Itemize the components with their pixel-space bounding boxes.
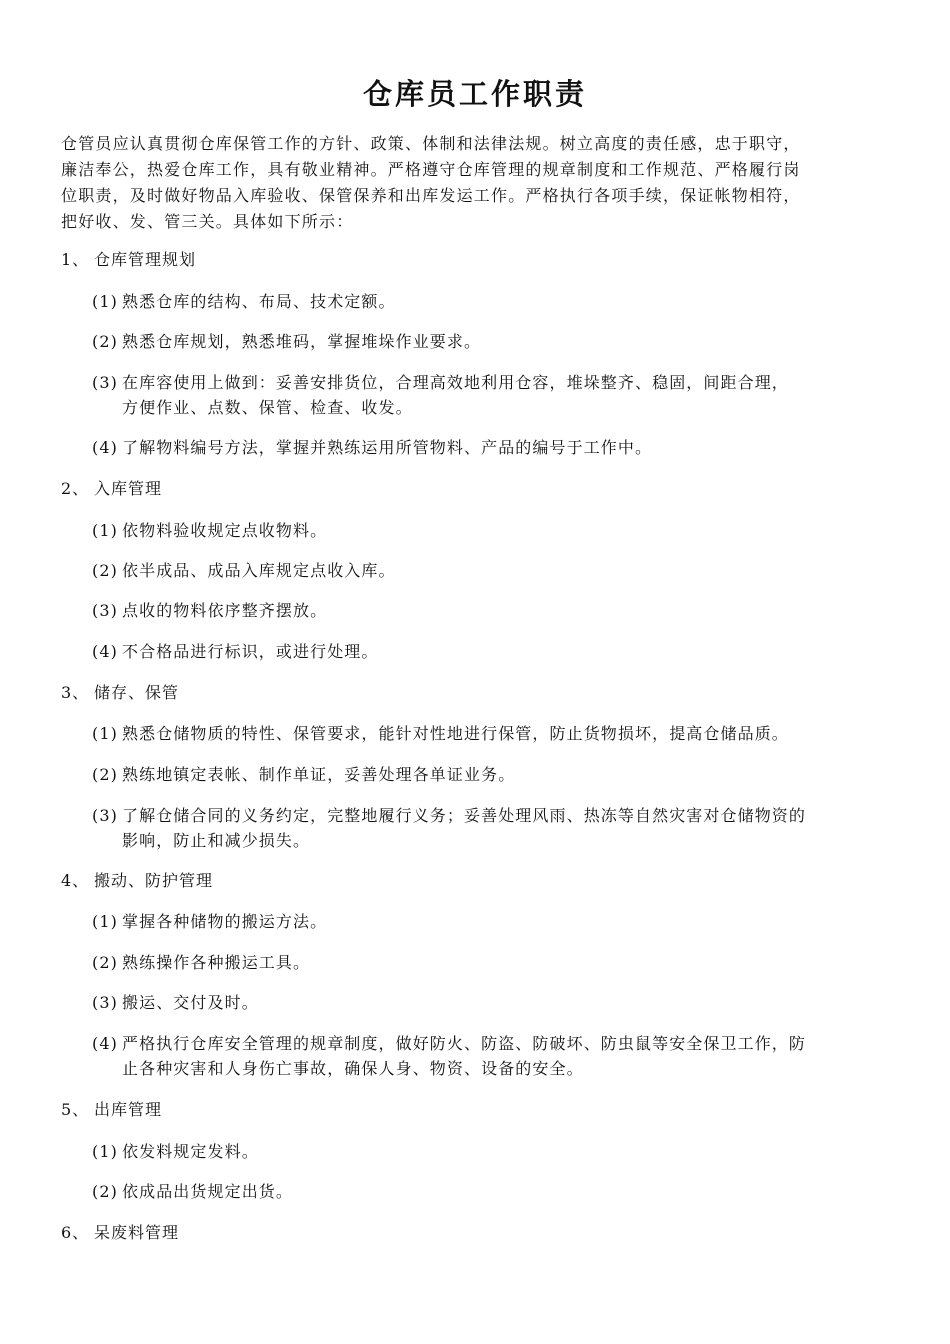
list-item [92, 803, 889, 853]
list-item [92, 909, 889, 934]
list-item [92, 950, 889, 975]
item-marker: (3) [92, 601, 118, 620]
section-heading [61, 1220, 179, 1246]
item-text: 不合格品进行标识，或进行处理。 [122, 642, 379, 661]
list-item [92, 721, 889, 746]
item-text: 依成品出货规定出货。 [122, 1182, 294, 1201]
item-text: 熟悉仓库规划，熟悉堆码，掌握堆垛作业要求。 [122, 332, 482, 351]
item-text: 影响，防止和减少损失。 [122, 831, 311, 850]
intro-line: 仓管员应认真贯彻仓库保管工作的方针、政策、体制和法律法规。树立高度的责任感，忠于职守， [61, 134, 801, 153]
item-marker: (2) [92, 332, 118, 351]
item-marker: (1) [92, 724, 118, 743]
item-text: 熟悉仓库的结构、布局、技术定额。 [122, 292, 396, 311]
item-marker: (3) [92, 993, 118, 1012]
item-text: 熟练操作各种搬运工具。 [122, 953, 311, 972]
item-marker: (1) [92, 292, 118, 311]
item-text: 依发料规定发料。 [122, 1142, 259, 1161]
document-title: 仓库员工作职责 [362, 77, 587, 111]
section-heading [61, 476, 162, 502]
section-title: 储存、保管 [94, 683, 180, 702]
item-marker: (3) [92, 373, 118, 392]
list-item [92, 1179, 889, 1204]
section-number: 6、 [61, 1223, 90, 1242]
list-item [92, 289, 889, 314]
item-marker: (1) [92, 521, 118, 540]
section-number: 3、 [61, 683, 90, 702]
section-title: 出库管理 [94, 1100, 163, 1119]
item-marker: (2) [92, 1182, 118, 1201]
item-marker: (4) [92, 642, 118, 661]
item-marker: (1) [92, 1142, 118, 1161]
list-item [92, 329, 889, 354]
list-item [92, 598, 889, 623]
section-heading [61, 868, 213, 894]
list-item [92, 990, 889, 1015]
item-text: 熟悉仓储物质的特性、保管要求，能针对性地进行保管，防止货物损坏，提高仓储品质。 [122, 724, 789, 743]
item-marker: (1) [92, 912, 118, 931]
item-text: 严格执行仓库安全管理的规章制度，做好防火、防盗、防破坏、防虫鼠等安全保卫工作，防 [122, 1034, 807, 1053]
item-text: 止各种灾害和人身伤亡事故，确保人身、物资、设备的安全。 [122, 1059, 584, 1078]
section-heading [61, 1097, 162, 1123]
list-item [92, 1139, 889, 1164]
section-number: 2、 [61, 479, 90, 498]
item-marker: (2) [92, 561, 118, 580]
item-text: 了解物料编号方法，掌握并熟练运用所管物料、产品的编号于工作中。 [122, 438, 653, 457]
item-marker: (4) [92, 1034, 118, 1053]
item-text: 搬运、交付及时。 [122, 993, 259, 1012]
section-number: 1、 [61, 250, 90, 269]
intro-line: 位职责，及时做好物品入库验收、保管保养和出库发运工作。严格执行各项手续，保证帐物相符， [61, 186, 801, 205]
item-marker: (4) [92, 438, 118, 457]
item-text: 掌握各种储物的搬运方法。 [122, 912, 328, 931]
section-number: 4、 [61, 871, 90, 890]
list-item [92, 370, 889, 420]
list-item [92, 762, 889, 787]
item-text: 在库容使用上做到：妥善安排货位，合理高效地利用仓容，堆垛整齐、稳固，间距合理， [122, 373, 789, 392]
item-text: 依物料验收规定点收物料。 [122, 521, 328, 540]
item-text: 点收的物料依序整齐摆放。 [122, 601, 328, 620]
item-marker: (2) [92, 765, 118, 784]
list-item [92, 1031, 889, 1081]
intro-line: 廉洁奉公，热爱仓库工作，具有敬业精神。严格遵守仓库管理的规章制度和工作规范、严格履行岗 [61, 160, 801, 179]
item-marker: (2) [92, 953, 118, 972]
intro-line: 把好收、发、管三关。具体如下所示： [61, 212, 354, 231]
section-number: 5、 [61, 1100, 90, 1119]
intro-paragraph [61, 131, 889, 235]
list-item [92, 435, 889, 460]
item-text: 方便作业、点数、保管、检查、收发。 [122, 398, 413, 417]
item-text: 依半成品、成品入库规定点收入库。 [122, 561, 396, 580]
section-title: 搬动、防护管理 [94, 871, 214, 890]
item-text: 了解仓储合同的义务约定，完整地履行义务；妥善处理风雨、热冻等自然灾害对仓储物资的 [122, 806, 807, 825]
section-title: 入库管理 [94, 479, 163, 498]
list-item [92, 518, 889, 543]
item-marker: (3) [92, 806, 118, 825]
list-item [92, 558, 889, 583]
list-item [92, 639, 889, 664]
section-title: 呆废料管理 [94, 1223, 180, 1242]
section-title: 仓库管理规划 [94, 250, 197, 269]
section-heading [61, 247, 196, 273]
section-heading [61, 680, 179, 706]
item-text: 熟练地镇定表帐、制作单证，妥善处理各单证业务。 [122, 765, 516, 784]
